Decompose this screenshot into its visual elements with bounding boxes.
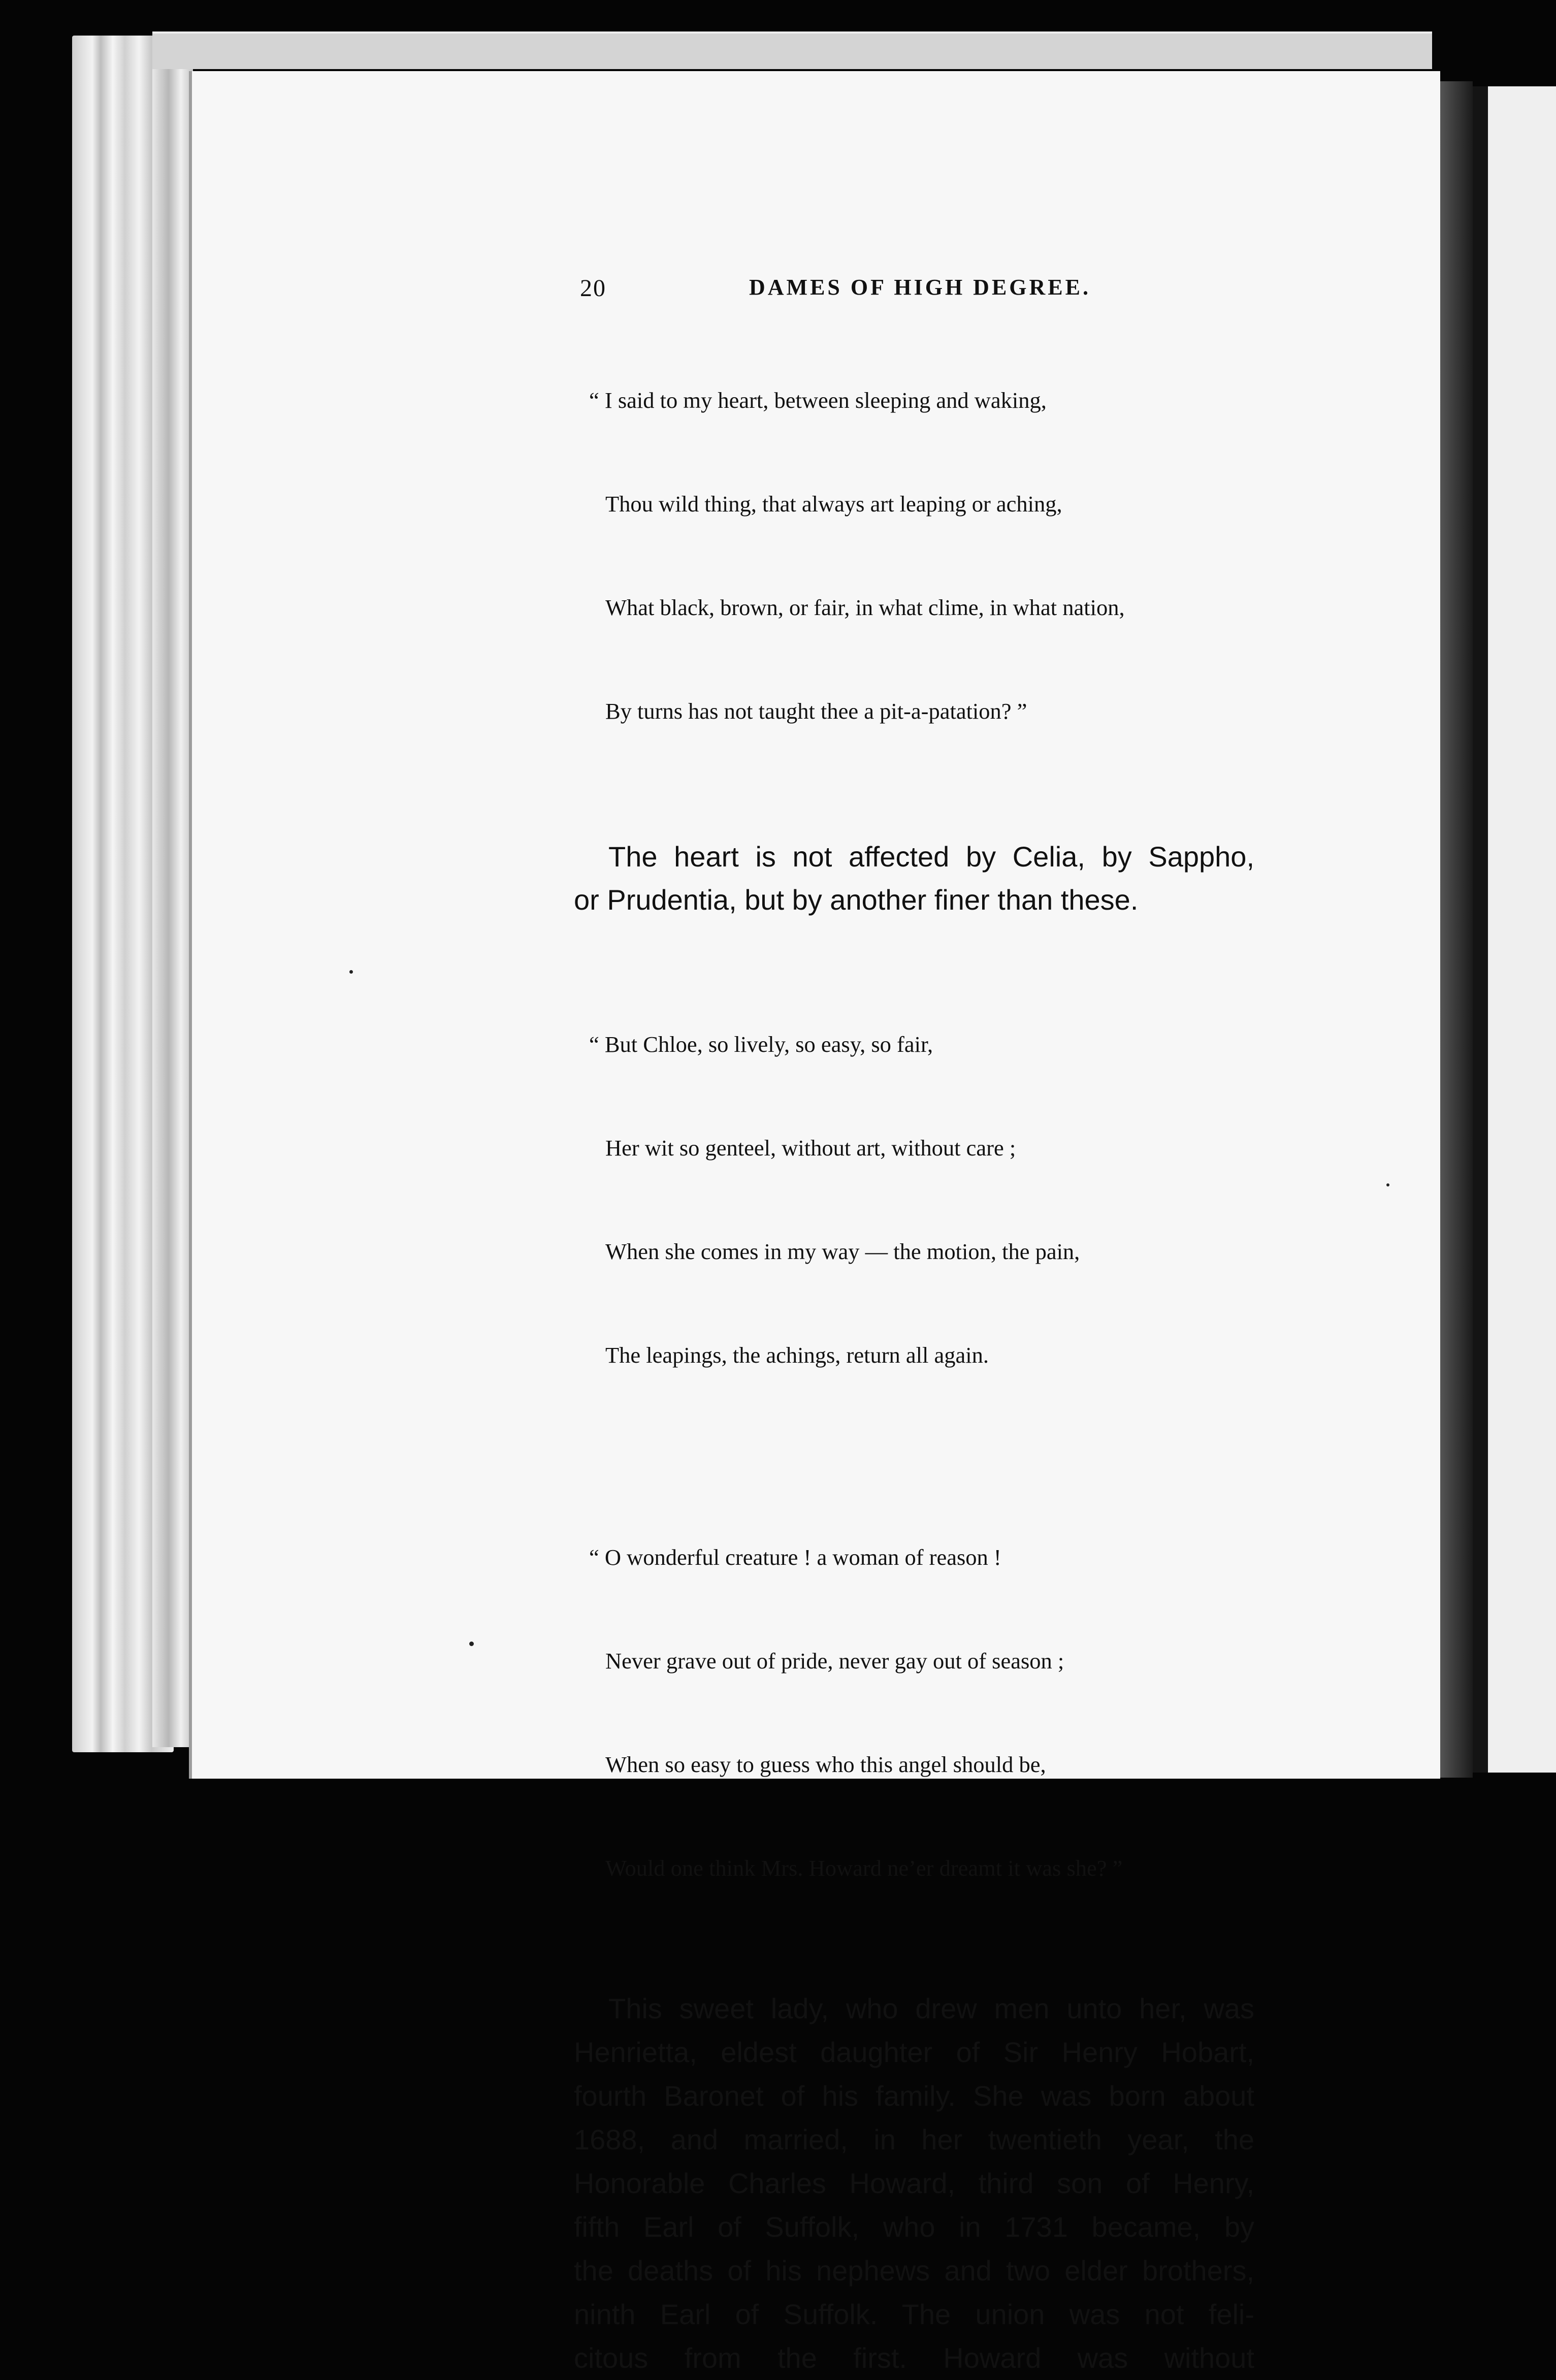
prose-line: the deaths of his nephews and two elder brothers, (574, 2255, 1254, 2287)
verse-stanza-3 (574, 1471, 1254, 1954)
verse-line: “ I said to my heart, between sleeping and waking, (589, 388, 1047, 413)
prose-line: citous from the first. Howard was without (574, 2342, 1254, 2374)
page-number: 20 (580, 275, 606, 302)
prose-line: 1688, and married, in her twentieth year, the (574, 2124, 1254, 2156)
prose-paragraph-2 (574, 1987, 1254, 2380)
book-gutter (1437, 81, 1473, 1778)
verse-line: Never grave out of pride, never gay out of season ; (605, 1648, 1064, 1674)
verse-line: When so easy to guess who this angel should be, (605, 1752, 1046, 1777)
verse-line: When she comes in my way — the motion, the pain, (605, 1239, 1080, 1264)
verse-stanza-1 (574, 314, 1254, 797)
paper-speck (349, 970, 353, 974)
verse-line: Her wit so genteel, without art, without care ; (605, 1135, 1016, 1161)
verse-line: “ O wonderful creature ! a woman of reason ! (589, 1545, 1001, 1570)
prose-line: This sweet lady, who drew men unto her, was (608, 1992, 1254, 2024)
paper-speck (1386, 1183, 1389, 1186)
running-header (574, 274, 1254, 305)
paper-speck (469, 1642, 474, 1646)
verse-line: “ But Chloe, so lively, so easy, so fair, (589, 1032, 933, 1057)
prose-line: fifth Earl of Suffolk, who in 1731 became, by (574, 2211, 1254, 2243)
verse-line: The leapings, the achings, return all again. (605, 1342, 989, 1368)
verse-line: What black, brown, or fair, in what clime, in what nation, (605, 595, 1125, 620)
running-title: DAMES OF HIGH DEGREE. (749, 275, 1091, 300)
prose-line: The heart is not affected by Celia, by Sappho, (608, 841, 1254, 873)
verse-line: Thou wild thing, that always art leaping or aching, (605, 491, 1062, 517)
prose-line: fourth Baronet of his family. She was born about (574, 2080, 1254, 2112)
page-text-block (574, 274, 1254, 2380)
verse-line: Would one think Mrs. Howard ne’er dreamt it was she? ” (605, 1855, 1123, 1881)
verse-stanza-2 (574, 958, 1254, 1441)
prose-line: Henrietta, eldest daughter of Sir Henry Hobart, (574, 2036, 1254, 2068)
prose-line: or Prudentia, but by another finer than these. (574, 884, 1139, 916)
page-stack-inner-edge (152, 46, 193, 1747)
prose-paragraph-1 (574, 835, 1254, 921)
prose-line: Honorable Charles Howard, third son of Henry, (574, 2167, 1254, 2199)
verse-line: By turns has not taught thee a pit-a-patation? ” (605, 698, 1027, 724)
facing-page-edge (1473, 86, 1556, 1773)
prose-line: ninth Earl of Suffolk. The union was not feli- (574, 2298, 1254, 2330)
book-top-edge (152, 31, 1432, 69)
